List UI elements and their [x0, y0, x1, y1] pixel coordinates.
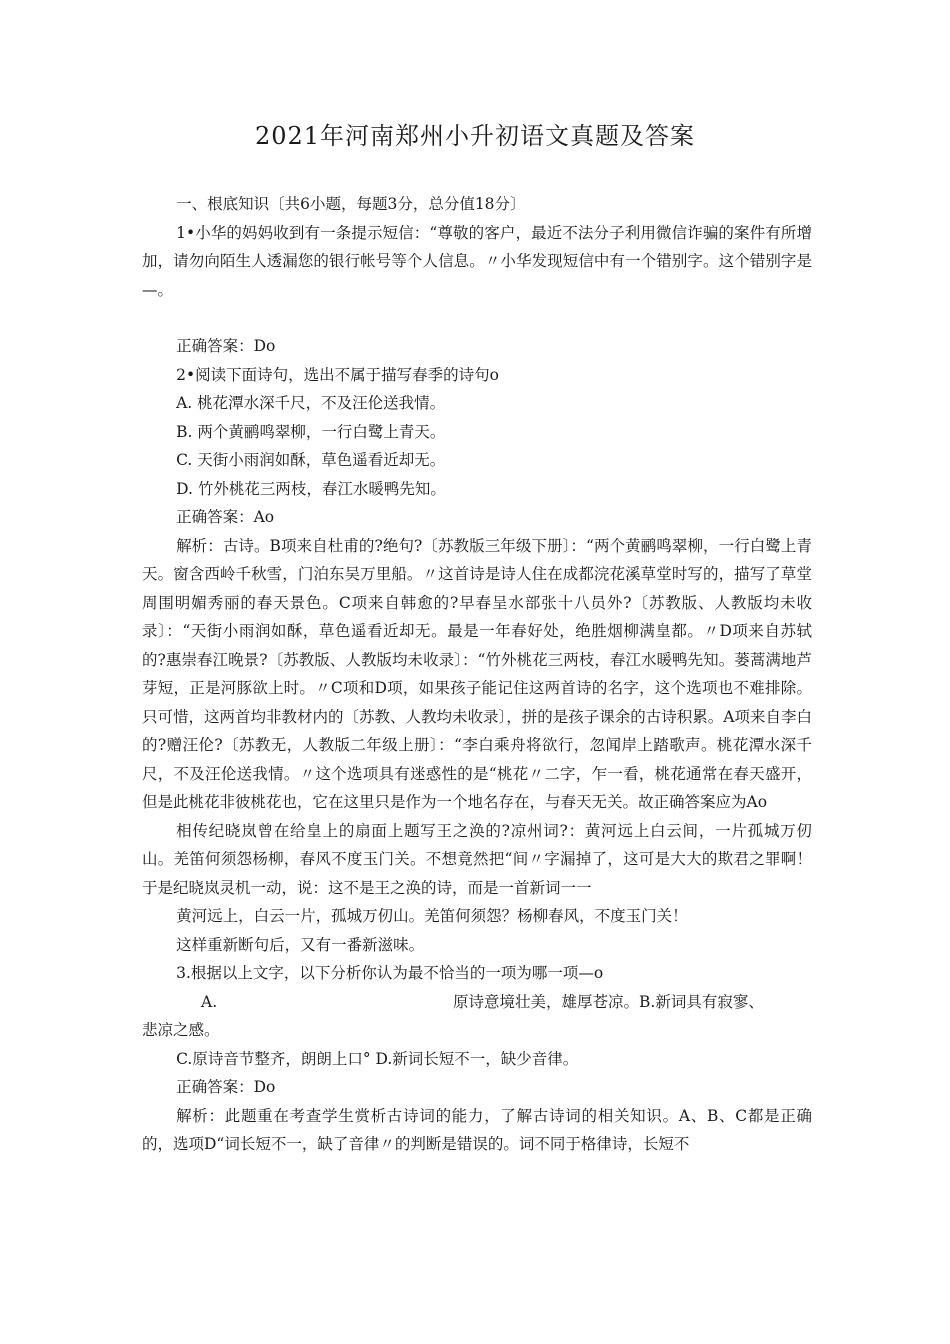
question-3-analysis: 解析：此题重在考查学生赏析古诗词的能力，了解古诗词的相关知识。A、B、C都是正确的，选项D“词长短不一，缺了音律〃的判断是错误的。词不同于格律诗，长短不 — [142, 1106, 812, 1153]
question-2: 2•阅读下面诗句，选出不属于描写春季的诗句o — [176, 365, 499, 384]
question-3-option-a-label: A. — [201, 992, 218, 1011]
question-2-option-d: D. 竹外桃花三两枝，春江水暖鸭先知。 — [176, 479, 446, 498]
question-3-option-cd: C.原诗音节整齐，朗朗上口° D.新词长短不一，缺少音律。 — [176, 1049, 579, 1068]
section-heading: 一、根底知识〔共6小题，每题3分，总分值18分〕 — [176, 195, 526, 213]
document-body — [142, 190, 812, 1159]
question-2-answer: 正确答案：Ao — [176, 508, 275, 526]
story-conclusion: 这样重新断句后，又有一番新滋味。 — [176, 935, 425, 954]
document-title: 2021年河南郑州小升初语文真题及答案 — [254, 122, 696, 150]
question-3: 3.根据以上文字，以下分析你认为最不恰当的一项为哪一项—o — [176, 964, 604, 982]
question-2-option-c: C. 天街小雨润如酥，草色遥看近却无。 — [176, 451, 446, 469]
spacer — [142, 304, 812, 332]
question-1: 1•小华的妈妈收到有一条提示短信：“尊敬的客户，最近不法分子利用微信诈骗的案件有所增加，请勿向陌生人透漏您的银行帐号等个人信息。〃小华发现短信中有一个错别字。这个错别字是—。 — [142, 223, 812, 299]
question-1-answer: 正确答案：Do — [176, 337, 276, 355]
question-3-option-ab — [142, 988, 812, 1017]
story-paragraph: 相传纪晓岚曾在给皇上的扇面上题写王之涣的?凉州词?：黄河远上白云间，一片孤城万仞山。羌笛何须怨杨柳，春风不度玉门关。不想竟然把“间〃字漏掉了，这可是大大的欺君之罪啊！于是纪晓岚灵机一动，说：这不是王之涣的诗，而是一首新词一一 — [142, 821, 812, 897]
question-3-option-a-text: 原诗意境壮美，雄厚苍凉。B.新词具有寂寥、 — [453, 992, 764, 1011]
question-3-answer: 正确答案：Do — [176, 1078, 276, 1096]
question-2-option-b: B. 两个黄鹂鸣翠柳，一行白鹭上青天。 — [176, 422, 446, 441]
question-3-option-b-cont: 悲凉之感。 — [142, 1021, 220, 1039]
story-poem: 黄河远上，白云一片，孤城万仞山。羌笛何须怨？杨柳春风，不度玉门关！ — [176, 907, 688, 925]
question-2-analysis: 解析：古诗。B项来自杜甫的?绝句?〔苏教版三年级下册〕：“两个黄鹂鸣翠柳，一行白鹭上青天。窗含西岭千秋雪，门泊东吴万里船。〃这首诗是诗人住在成都浣花溪草堂时写的，描写了草堂周围明媚秀丽的春天景色。C项来自韩愈的?早春呈水部张十八员外?〔苏教版、人教版均未收录〕：“天街小雨润如酥，草色遥看近却无。最是一年春好处，绝胜烟柳满皇都。〃D项来自苏轼的?惠崇春江晚景?〔苏教版、人教版均未收录〕：“竹外桃花三两枝，春江水暖鸭先知。蒌蒿满地芦芽短，正是河豚欲上时。〃C项和D项，如果孩子能记住这两首诗的名字，这个选项也不难排除。只可惜，这两首均非教材内的〔苏教、人教均未收录〕，拼的是孩子课余的古诗积累。A项来自李白的?赠汪伦?〔苏教无，人教版二年级上册〕：“李白乘舟将欲行，忽闻岸上踏歌声。桃花潭水深千尺，不及汪伦送我情。〃这个选项具有迷惑性的是“桃花〃二字，乍一看，桃花通常在春天盛开，但是此桃花非彼桃花也，它在这里只是作为一个地名存在，与春天无关。故正确答案应为Ao — [142, 536, 812, 811]
question-2-option-a: A. 桃花潭水深千尺，不及汪伦送我情。 — [176, 394, 446, 412]
